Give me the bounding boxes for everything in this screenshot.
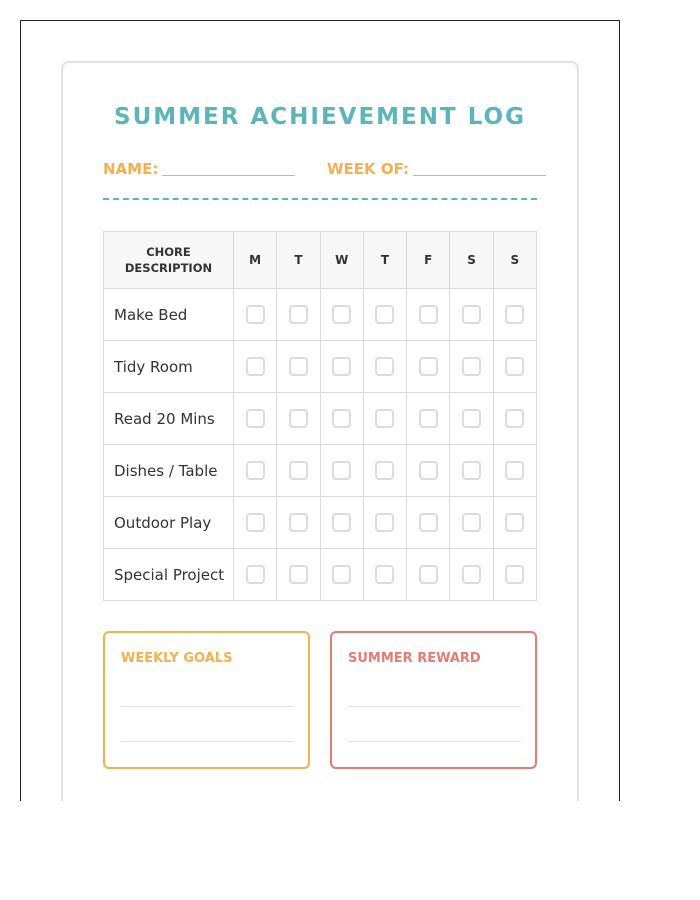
checkbox-tuesday[interactable] — [289, 565, 308, 584]
check-cell-sunday — [493, 497, 536, 549]
check-cell-sunday — [493, 445, 536, 497]
checkbox-saturday[interactable] — [462, 513, 481, 532]
check-cell-saturday — [450, 341, 493, 393]
table-row — [104, 549, 537, 601]
table-row — [104, 289, 537, 341]
dashed-divider — [103, 198, 537, 200]
checkbox-wednesday[interactable] — [332, 357, 351, 376]
checkbox-saturday[interactable] — [462, 565, 481, 584]
checkbox-wednesday[interactable] — [332, 513, 351, 532]
header-chore-description: CHORE DESCRIPTION — [104, 232, 234, 289]
check-cell-friday — [407, 289, 450, 341]
header-saturday: S — [450, 232, 493, 289]
chore-description: Read 20 Mins — [104, 393, 234, 445]
checkbox-wednesday[interactable] — [332, 409, 351, 428]
checkbox-monday[interactable] — [246, 513, 265, 532]
chore-description: Special Project — [104, 549, 234, 601]
check-cell-sunday — [493, 549, 536, 601]
check-cell-thursday — [363, 445, 406, 497]
reward-write-line[interactable] — [348, 706, 521, 707]
checkbox-wednesday[interactable] — [332, 461, 351, 480]
check-cell-wednesday — [320, 289, 363, 341]
check-cell-wednesday — [320, 549, 363, 601]
summer-reward-box — [330, 631, 537, 769]
chore-table — [103, 231, 537, 601]
check-cell-saturday — [450, 393, 493, 445]
checkbox-wednesday[interactable] — [332, 305, 351, 324]
chore-description: Make Bed — [104, 289, 234, 341]
table-row — [104, 497, 537, 549]
checkbox-sunday[interactable] — [505, 409, 524, 428]
checkbox-saturday[interactable] — [462, 305, 481, 324]
checkbox-friday[interactable] — [419, 565, 438, 584]
checkbox-monday[interactable] — [246, 357, 265, 376]
table-header-row — [104, 232, 537, 289]
week-of-field[interactable] — [327, 159, 546, 178]
check-cell-monday — [234, 497, 277, 549]
check-cell-friday — [407, 445, 450, 497]
checkbox-sunday[interactable] — [505, 461, 524, 480]
check-cell-thursday — [363, 393, 406, 445]
checkbox-tuesday[interactable] — [289, 409, 308, 428]
chore-description: Dishes / Table — [104, 445, 234, 497]
check-cell-sunday — [493, 393, 536, 445]
check-cell-sunday — [493, 289, 536, 341]
checkbox-wednesday[interactable] — [332, 565, 351, 584]
checkbox-saturday[interactable] — [462, 461, 481, 480]
checkbox-tuesday[interactable] — [289, 513, 308, 532]
checkbox-monday[interactable] — [246, 409, 265, 428]
header-wednesday: W — [320, 232, 363, 289]
check-cell-thursday — [363, 341, 406, 393]
table-row — [104, 341, 537, 393]
summer-reward-title: SUMMER REWARD — [348, 651, 481, 666]
checkbox-tuesday[interactable] — [289, 357, 308, 376]
check-cell-saturday — [450, 445, 493, 497]
header-thursday: T — [363, 232, 406, 289]
check-cell-saturday — [450, 497, 493, 549]
checkbox-thursday[interactable] — [375, 357, 394, 376]
checkbox-thursday[interactable] — [375, 409, 394, 428]
check-cell-monday — [234, 289, 277, 341]
check-cell-monday — [234, 393, 277, 445]
check-cell-wednesday — [320, 445, 363, 497]
weekly-goals-title: WEEKLY GOALS — [121, 651, 233, 666]
checkbox-monday[interactable] — [246, 565, 265, 584]
checkbox-friday[interactable] — [419, 409, 438, 428]
check-cell-thursday — [363, 497, 406, 549]
table-row — [104, 445, 537, 497]
week-of-input-line[interactable] — [413, 161, 546, 176]
check-cell-thursday — [363, 289, 406, 341]
checkbox-sunday[interactable] — [505, 565, 524, 584]
checkbox-sunday[interactable] — [505, 305, 524, 324]
checkbox-friday[interactable] — [419, 461, 438, 480]
checkbox-thursday[interactable] — [375, 461, 394, 480]
checkbox-saturday[interactable] — [462, 357, 481, 376]
checkbox-tuesday[interactable] — [289, 461, 308, 480]
checkbox-sunday[interactable] — [505, 357, 524, 376]
check-cell-friday — [407, 341, 450, 393]
check-cell-wednesday — [320, 393, 363, 445]
check-cell-tuesday — [277, 497, 320, 549]
check-cell-saturday — [450, 289, 493, 341]
checkbox-friday[interactable] — [419, 513, 438, 532]
header-tuesday: T — [277, 232, 320, 289]
weekly-goals-box — [103, 631, 310, 769]
goals-write-line[interactable] — [121, 706, 294, 707]
checkbox-monday[interactable] — [246, 461, 265, 480]
check-cell-friday — [407, 393, 450, 445]
name-input-line[interactable] — [162, 161, 295, 176]
checkbox-tuesday[interactable] — [289, 305, 308, 324]
check-cell-tuesday — [277, 445, 320, 497]
check-cell-wednesday — [320, 497, 363, 549]
name-field[interactable] — [103, 159, 295, 178]
check-cell-saturday — [450, 549, 493, 601]
checkbox-friday[interactable] — [419, 357, 438, 376]
check-cell-tuesday — [277, 393, 320, 445]
checkbox-friday[interactable] — [419, 305, 438, 324]
table-row — [104, 393, 537, 445]
check-cell-monday — [234, 445, 277, 497]
check-cell-tuesday — [277, 341, 320, 393]
header-friday: F — [407, 232, 450, 289]
name-label: NAME: — [103, 160, 159, 178]
week-of-label: WEEK OF: — [327, 160, 410, 178]
checkbox-thursday[interactable] — [375, 305, 394, 324]
goals-write-line[interactable] — [121, 741, 294, 742]
header-monday: M — [234, 232, 277, 289]
check-cell-wednesday — [320, 341, 363, 393]
check-cell-sunday — [493, 341, 536, 393]
checkbox-sunday[interactable] — [505, 513, 524, 532]
check-cell-monday — [234, 341, 277, 393]
checkbox-thursday[interactable] — [375, 565, 394, 584]
check-cell-tuesday — [277, 289, 320, 341]
header-sunday: S — [493, 232, 536, 289]
chore-description: Tidy Room — [104, 341, 234, 393]
checkbox-thursday[interactable] — [375, 513, 394, 532]
checkbox-saturday[interactable] — [462, 409, 481, 428]
reward-write-line[interactable] — [348, 741, 521, 742]
check-cell-thursday — [363, 549, 406, 601]
chore-description: Outdoor Play — [104, 497, 234, 549]
check-cell-tuesday — [277, 549, 320, 601]
page-title: SUMMER ACHIEVEMENT LOG — [114, 104, 526, 130]
checkbox-monday[interactable] — [246, 305, 265, 324]
check-cell-friday — [407, 549, 450, 601]
check-cell-monday — [234, 549, 277, 601]
check-cell-friday — [407, 497, 450, 549]
